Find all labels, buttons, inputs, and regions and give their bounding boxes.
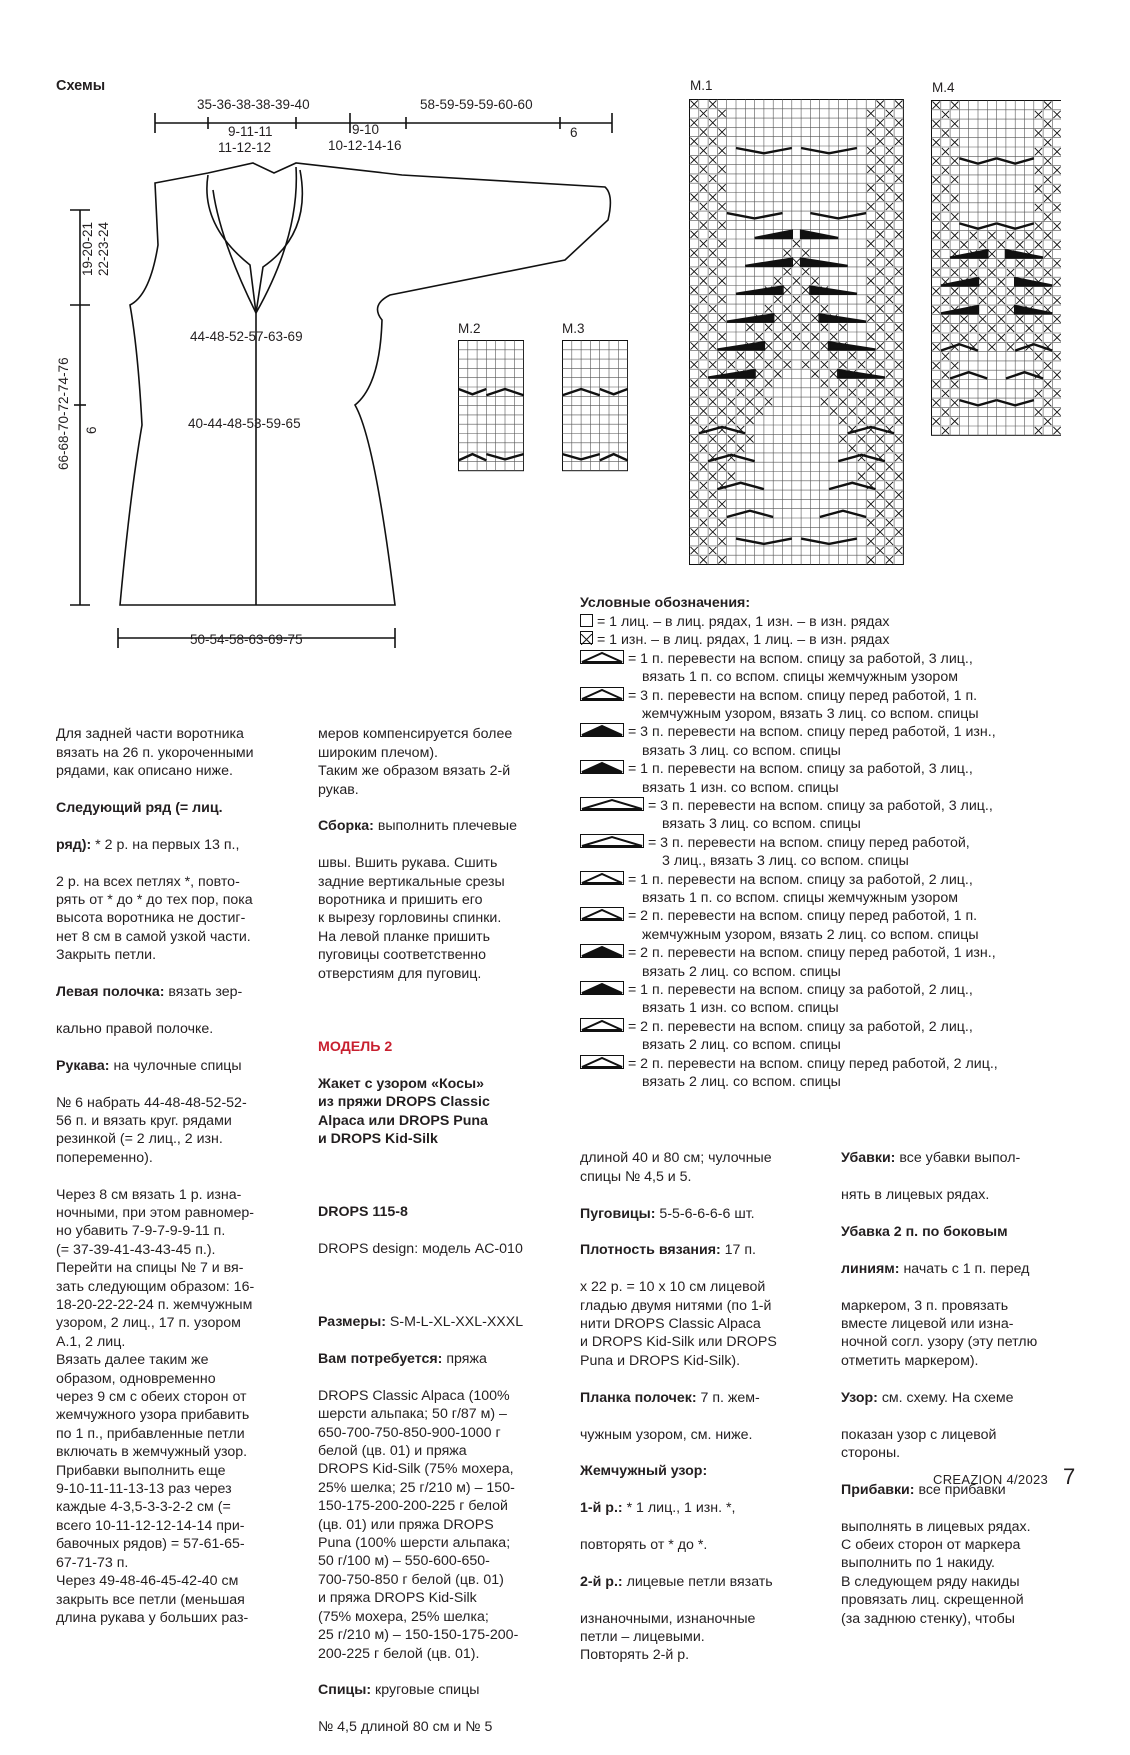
legend-entry-cont: вязать 2 лиц. со вспом. спицы — [642, 1074, 841, 1090]
dim-armhole-a: 19-20-21 — [80, 221, 95, 276]
garment-schematic — [50, 95, 630, 655]
chart-m2 — [458, 340, 524, 475]
dim-bust: 44-48-52-57-63-69 — [190, 329, 303, 344]
legend-entry-cont: вязать 2 лиц. со вспом. спицы — [642, 1037, 841, 1054]
legend-entry-cont: вязать 3 лиц. со вспом. спицы — [642, 742, 841, 759]
dim-total-length: 66-68-70-72-74-76 — [56, 357, 71, 470]
dim-back-width: 35-36-38-38-39-40 — [197, 97, 310, 112]
legend-entry: = 1 п. перевести на вспом. спицу за работой, 2 лиц., — [580, 981, 973, 999]
legend-entry: = 3 п. перевести на вспом. спицу за работой, 3 лиц., — [580, 797, 993, 815]
cable-symbol-icon — [580, 944, 624, 958]
magazine-issue: CREAZION 4/2023 — [933, 1472, 1049, 1487]
legend-entry: = 2 п. перевести на вспом. спицу перед работой, 1 изн., — [580, 944, 996, 962]
knit-symbol-icon — [580, 614, 593, 627]
page-number: 7 — [1063, 1464, 1076, 1489]
chart-m4-label: M.4 — [932, 80, 955, 95]
cable-symbol-icon — [580, 981, 624, 995]
legend-entry-cont: вязать 1 п. со вспом. спицы жемчужным узором — [642, 669, 958, 686]
legend-entry: = 2 п. перевести на вспом. спицу перед работой, 1 п. — [580, 907, 977, 925]
chart-m3 — [562, 340, 628, 475]
legend-entry: = 1 п. перевести на вспом. спицу за работой, 3 лиц., — [580, 650, 973, 668]
column-4: Убавки: все убавки выпол- нять в лицевых рядах. Убавка 2 п. по боковым линиям: начать с 1 п. перед маркером, 3 п. провязать вместе лицевой или изна- ночной согл. узору (эту петлю отметить маркером). Узор: см. схему. На схеме показан узор с лицевой стороны. Прибавки: все прибавки выполнять в лицевых рядах. С обеих сторон от маркера выполнить по 1 накиду. В следующем ряду накиды провязать лиц. скрещенной (за заднюю стенку), чтобы — [841, 1150, 1038, 1627]
chart-m2-label: M.2 — [458, 321, 481, 336]
column-2: меров компенсируется более широким плечом). Таким же образом вязать 2-й рукав. Сборка: выполнить плечевые швы. Вшить рукава. Сшить задние вертикальные срезы воротника и пришить его к вырезу горловины спинки. На левой планке пришить пуговицы соответственно отверстиям для пуговиц. МОДЕЛЬ 2 Жакет с узором «Косы» из пряжи DROPS Classic Alpaca или DROPS Puna и DROPS Kid-Silk DROPS 115-8 DROPS design: модель AC-010 Размеры: S-M-L-XL-XXL-XXXL Вам потребуется: пряжа DROPS Classic Alpaca (100% шерсти альпака; 50 г/87 м) – 650-700-750-850-900-1000 г белой (цв. 01) и пряжа DROPS Kid-Silk (75% мохера, 25% шелка; 25 г/210 м) – 150- 150-175-200-200-225 г белой (цв. 01) или пряжа DROPS Puna (100% шерсти альпака; 50 г/100 м) – 550-600-650- 700-750-850 г белой (цв. 01) и пряжа DROPS Kid-Silk (75% мохера, 25% шелка; 25 г/210 м) – 150-150-175-200- 200-225 г белой (цв. 01). Спицы: круговые спицы № 4,5 длиной 80 см и № 5 — [318, 726, 524, 1736]
chart-m4 — [931, 100, 1061, 437]
legend-entry-cont: жемчужным узором, вязать 3 лиц. со вспом. спицы — [642, 706, 979, 722]
legend-entry: = 1 п. перевести на вспом. спицу за работой, 2 лиц., — [580, 871, 973, 889]
legend-entry: = 2 п. перевести на вспом. спицу за работой, 2 лиц., — [580, 1018, 973, 1036]
legend-entry-cont: вязать 2 лиц. со вспом. спицы — [642, 963, 841, 980]
legend-entry: = 3 п. перевести на вспом. спицу перед работой, 1 изн., — [580, 723, 996, 741]
legend-entry: = 2 п. перевести на вспом. спицу перед работой, 2 лиц., — [580, 1055, 998, 1073]
model-label: МОДЕЛЬ 2 — [318, 1038, 393, 1055]
legend-entry: = 1 изн. – в лиц. рядах, 1 лиц. – в изн. рядах — [580, 631, 889, 649]
cable-symbol-icon — [580, 871, 624, 885]
cable-symbol-icon — [580, 834, 644, 848]
dim-neck-b1: 9-10 — [352, 122, 380, 137]
legend-entry-cont: вязать 1 изн. со вспом. спицы — [642, 1000, 839, 1017]
dim-sleeve-end: 6 — [570, 125, 578, 140]
cable-symbol-icon — [580, 650, 624, 664]
legend-entry-cont: 3 лиц., вязать 3 лиц. со вспом. спицы — [662, 853, 909, 870]
legend-entry: = 3 п. перевести на вспом. спицу перед работой, 1 п. — [580, 687, 977, 705]
chart-m1-label: M.1 — [690, 78, 713, 93]
purl-symbol-icon — [580, 631, 593, 644]
cable-symbol-icon — [580, 687, 624, 701]
dim-neck-a1: 9-11-11 — [228, 124, 273, 139]
dim-hem: 50-54-58-63-69-75 — [190, 632, 303, 647]
cable-symbol-icon — [580, 1018, 624, 1032]
cable-symbol-icon — [580, 1055, 624, 1069]
cable-symbol-icon — [580, 723, 624, 737]
legend-entry-cont: вязать 1 п. со вспом. спицы жемчужным узором — [642, 890, 958, 906]
column-3: длиной 40 и 80 см; чулочные спицы № 4,5 и 5. Пуговицы: 5-5-6-6-6-6 шт. Плотность вязания: 17 п. х 22 р. = 10 х 10 см лицевой гладью двумя нитями (по 1-й нити DROPS Classic Alpaca и DROPS Kid-Silk или DROPS Puna и DROPS Kid-Silk). Планка полочек: 7 п. жем- чужным узором, см. ниже. Жемчужный узор: 1-й р.: * 1 лиц., 1 изн. *, повторять от * до *. 2-й р.: лицевые петли вязать изнаночными, изнаночные петли – лицевыми. Повторять 2-й р. — [580, 1150, 777, 1664]
legend-entry: = 3 п. перевести на вспом. спицу перед работой, — [580, 834, 970, 852]
legend-entry-cont: жемчужным узором, вязать 2 лиц. со вспом. спицы — [642, 926, 979, 943]
legend-entry-cont: вязать 3 лиц. со вспом. спицы — [662, 816, 861, 833]
legend-title: Условные обозначения: — [580, 595, 751, 611]
dim-sleeve-length: 58-59-59-59-60-60 — [420, 97, 533, 112]
dim-armhole-b: 22-23-24 — [96, 221, 111, 276]
dim-waist: 40-44-48-53-59-65 — [188, 416, 301, 431]
section-title: Схемы — [56, 78, 106, 94]
legend-entry: = 1 лиц. – в лиц. рядах, 1 изн. – в изн. рядах — [580, 613, 889, 631]
dim-neck-a2: 11-12-12 — [218, 140, 272, 155]
chart-m3-label: M.3 — [562, 321, 585, 336]
chart-m1 — [689, 99, 904, 570]
column-1: Для задней части воротника вязать на 26 п. укороченными рядами, как описано ниже. Следующий ряд (= лиц. ряд): * 2 р. на первых 13 п., 2 р. на всех петлях *, повто- рять от * до * до тех пор, пока высота воротника не достиг- нет 8 см в самой узкой части. Закрыть петли. Левая полочка: вязать зер- кально правой полочке. Рукава: на чулочные спицы № 6 набрать 44-48-48-52-52- 56 п. и вязать круг. рядами резинкой (= 2 лиц., 2 изн. попеременно). Через 8 см вязать 1 р. изна- ночными, при этом равномер- но убавить 7-9-7-9-9-11 п. (= 37-39-41-43-43-45 п.). Перейти на спицы № 7 и вя- зать следующим образом: 16- 18-20-22-22-24 п. жемчужным узором, 2 лиц., 17 п. узором A.1, 2 лиц. Вязать далее таким же образом, одновременно через 9 см с обеих сторон от жемчужного узора прибавить по 1 п., прибавленные петли включать в жемчужный узор. Прибавки выполнить еще 9-10-11-11-13-13 раз через каждые 4-3,5-3-3-2-2 см (= всего 10-11-12-12-14-14 при- бавочных рядов) = 57-61-65- 67-71-73 п. Через 49-48-46-45-42-40 см закрыть все петли (меньшая длина рукава у больших раз- — [56, 726, 255, 1626]
cable-symbol-icon — [580, 797, 644, 811]
dim-neck-b2: 10-12-14-16 — [328, 138, 402, 153]
cable-symbol-icon — [580, 760, 624, 774]
legend-entry-cont: вязать 1 изн. со вспом. спицы — [642, 779, 839, 796]
dim-side: 6 — [84, 426, 99, 434]
cable-symbol-icon — [580, 907, 624, 921]
legend-entry: = 1 п. перевести на вспом. спицу за работой, 3 лиц., — [580, 760, 973, 778]
